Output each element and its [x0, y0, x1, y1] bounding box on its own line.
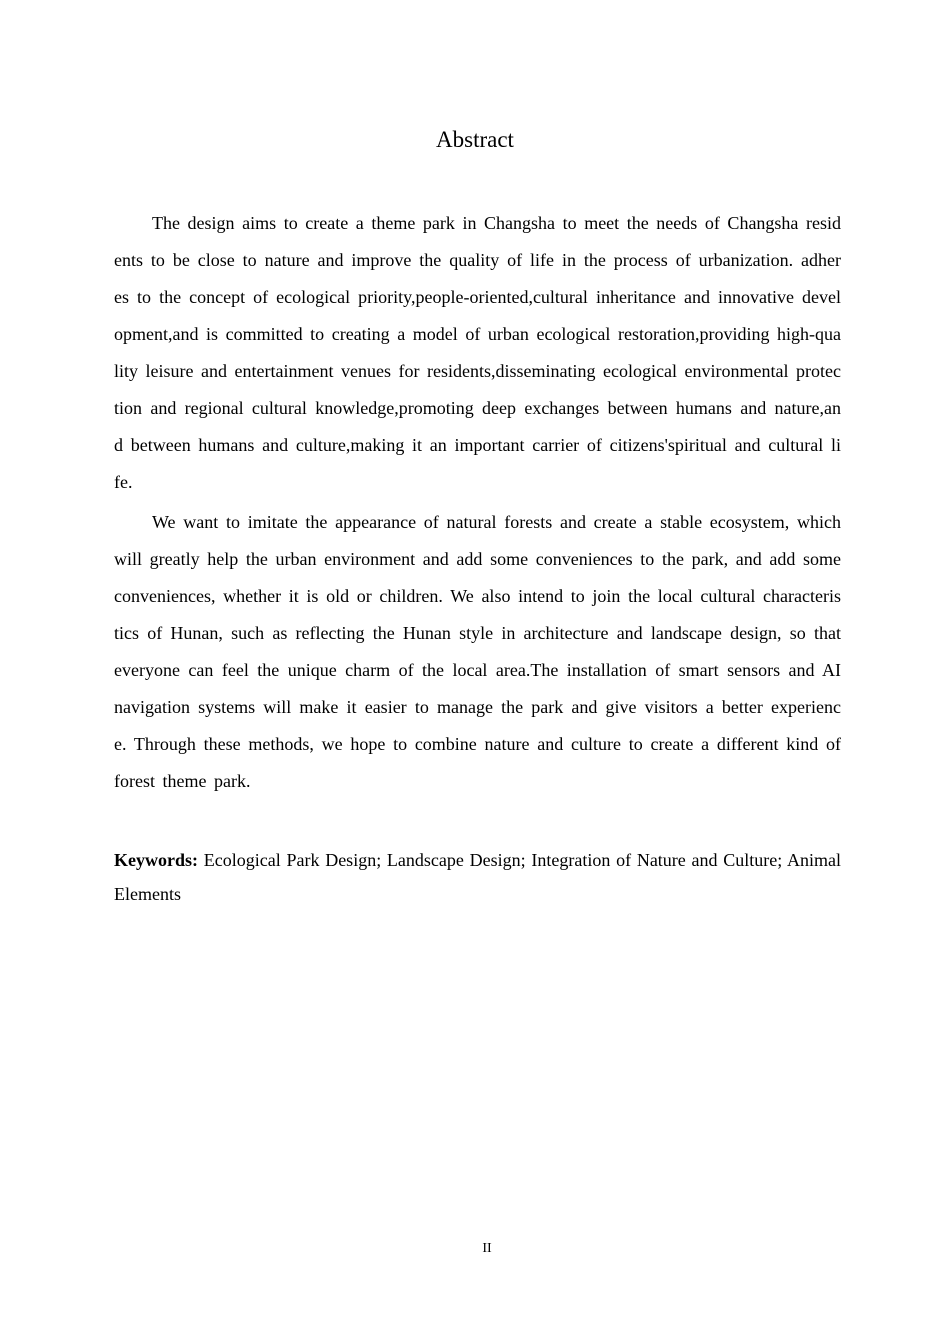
abstract-title: Abstract [436, 127, 514, 152]
page-number: II [482, 1241, 492, 1256]
abstract-paragraph-2: We want to imitate the appearance of natural forests and create a stable ecosystem, which will greatly help the urban environment and add some conveniences to the park, and add some conveniences, whether it is old or children. We also intend to join the local cultural characteristics of Hunan, such as reflecting the Hunan style in architecture and landscape design, so that everyone can feel the unique charm of the local area.The installation of smart sensors and AI navigation systems will make it easier to manage the park and give visitors a better experience. Through these methods, we hope to combine nature and culture to create a different kind of forest theme park. [114, 512, 841, 791]
keywords-text: Ecological Park Design; Landscape Design; Integration of Nature and Culture; Animal Elements [114, 850, 842, 904]
abstract-body [114, 205, 841, 803]
keywords-line [114, 843, 841, 911]
abstract-paragraph-1: The design aims to create a theme park in Changsha to meet the needs of Changsha residents to be close to nature and improve the quality of life in the process of urbanization. adheres to the concept of ecological priority,people-oriented,cultural inheritance and innovative development,and is committed to creating a model of urban ecological restoration,providing high-quality leisure and entertainment venues for residents,disseminating ecological environmental protection and regional cultural knowledge,promoting deep exchanges between humans and nature,and between humans and culture,making it an important carrier of citizens'spiritual and cultural life. [114, 213, 841, 492]
keywords-label: Keywords: [114, 850, 198, 870]
